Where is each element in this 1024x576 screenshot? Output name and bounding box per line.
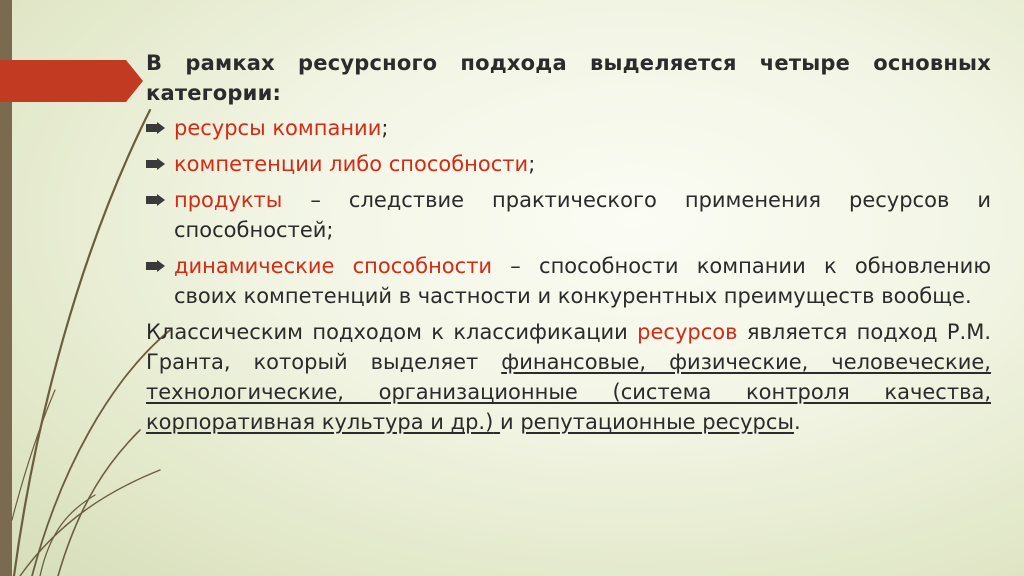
- underlined-space: [493, 410, 500, 434]
- bullet-rest: – следствие практического применения ресурсов и способностей;: [174, 188, 991, 242]
- paragraph-text: Классическим подходом к классификации: [146, 320, 638, 344]
- paragraph-text: является подход Р.М. Гранта, который выделяет: [146, 320, 992, 374]
- paragraph-text: и: [499, 410, 514, 434]
- list-item: [146, 149, 991, 179]
- resource-types-underlined: финансовые, физические, человеческие, технологические, организационные (система контроля качества, корпоративная культура и др.): [146, 350, 991, 434]
- list-item: [146, 113, 991, 143]
- bullet-rest: ;: [528, 152, 536, 176]
- bullet-term: динамические способности: [174, 254, 493, 278]
- red-banner-shape: [0, 60, 143, 102]
- arrow-bullet-icon: [146, 194, 166, 206]
- bullet-rest: – способности компании к обновлению своих компетенций в частности и конкурентных преимуществ вообще.: [174, 254, 991, 308]
- paragraph-text: .: [793, 410, 801, 434]
- classification-paragraph: [146, 317, 991, 437]
- bullet-term: компетенции либо способности: [174, 152, 529, 176]
- bullet-term: ресурсы компании: [174, 116, 382, 140]
- reputation-resources-underlined: репутационные ресурсы: [520, 410, 794, 434]
- bullet-term: продукты: [174, 188, 283, 212]
- bullet-rest: ;: [381, 116, 389, 140]
- list-item: [146, 185, 991, 245]
- slide-heading: В рамках ресурсного подхода выделяется четыре основных категории:: [146, 51, 991, 105]
- category-list: [146, 113, 991, 311]
- list-item: [146, 251, 991, 311]
- arrow-bullet-icon: [146, 158, 166, 170]
- arrow-bullet-icon: [146, 260, 166, 272]
- slide-content: [146, 48, 991, 437]
- paragraph-highlight: ресурсов: [637, 320, 738, 344]
- arrow-bullet-icon: [146, 122, 166, 134]
